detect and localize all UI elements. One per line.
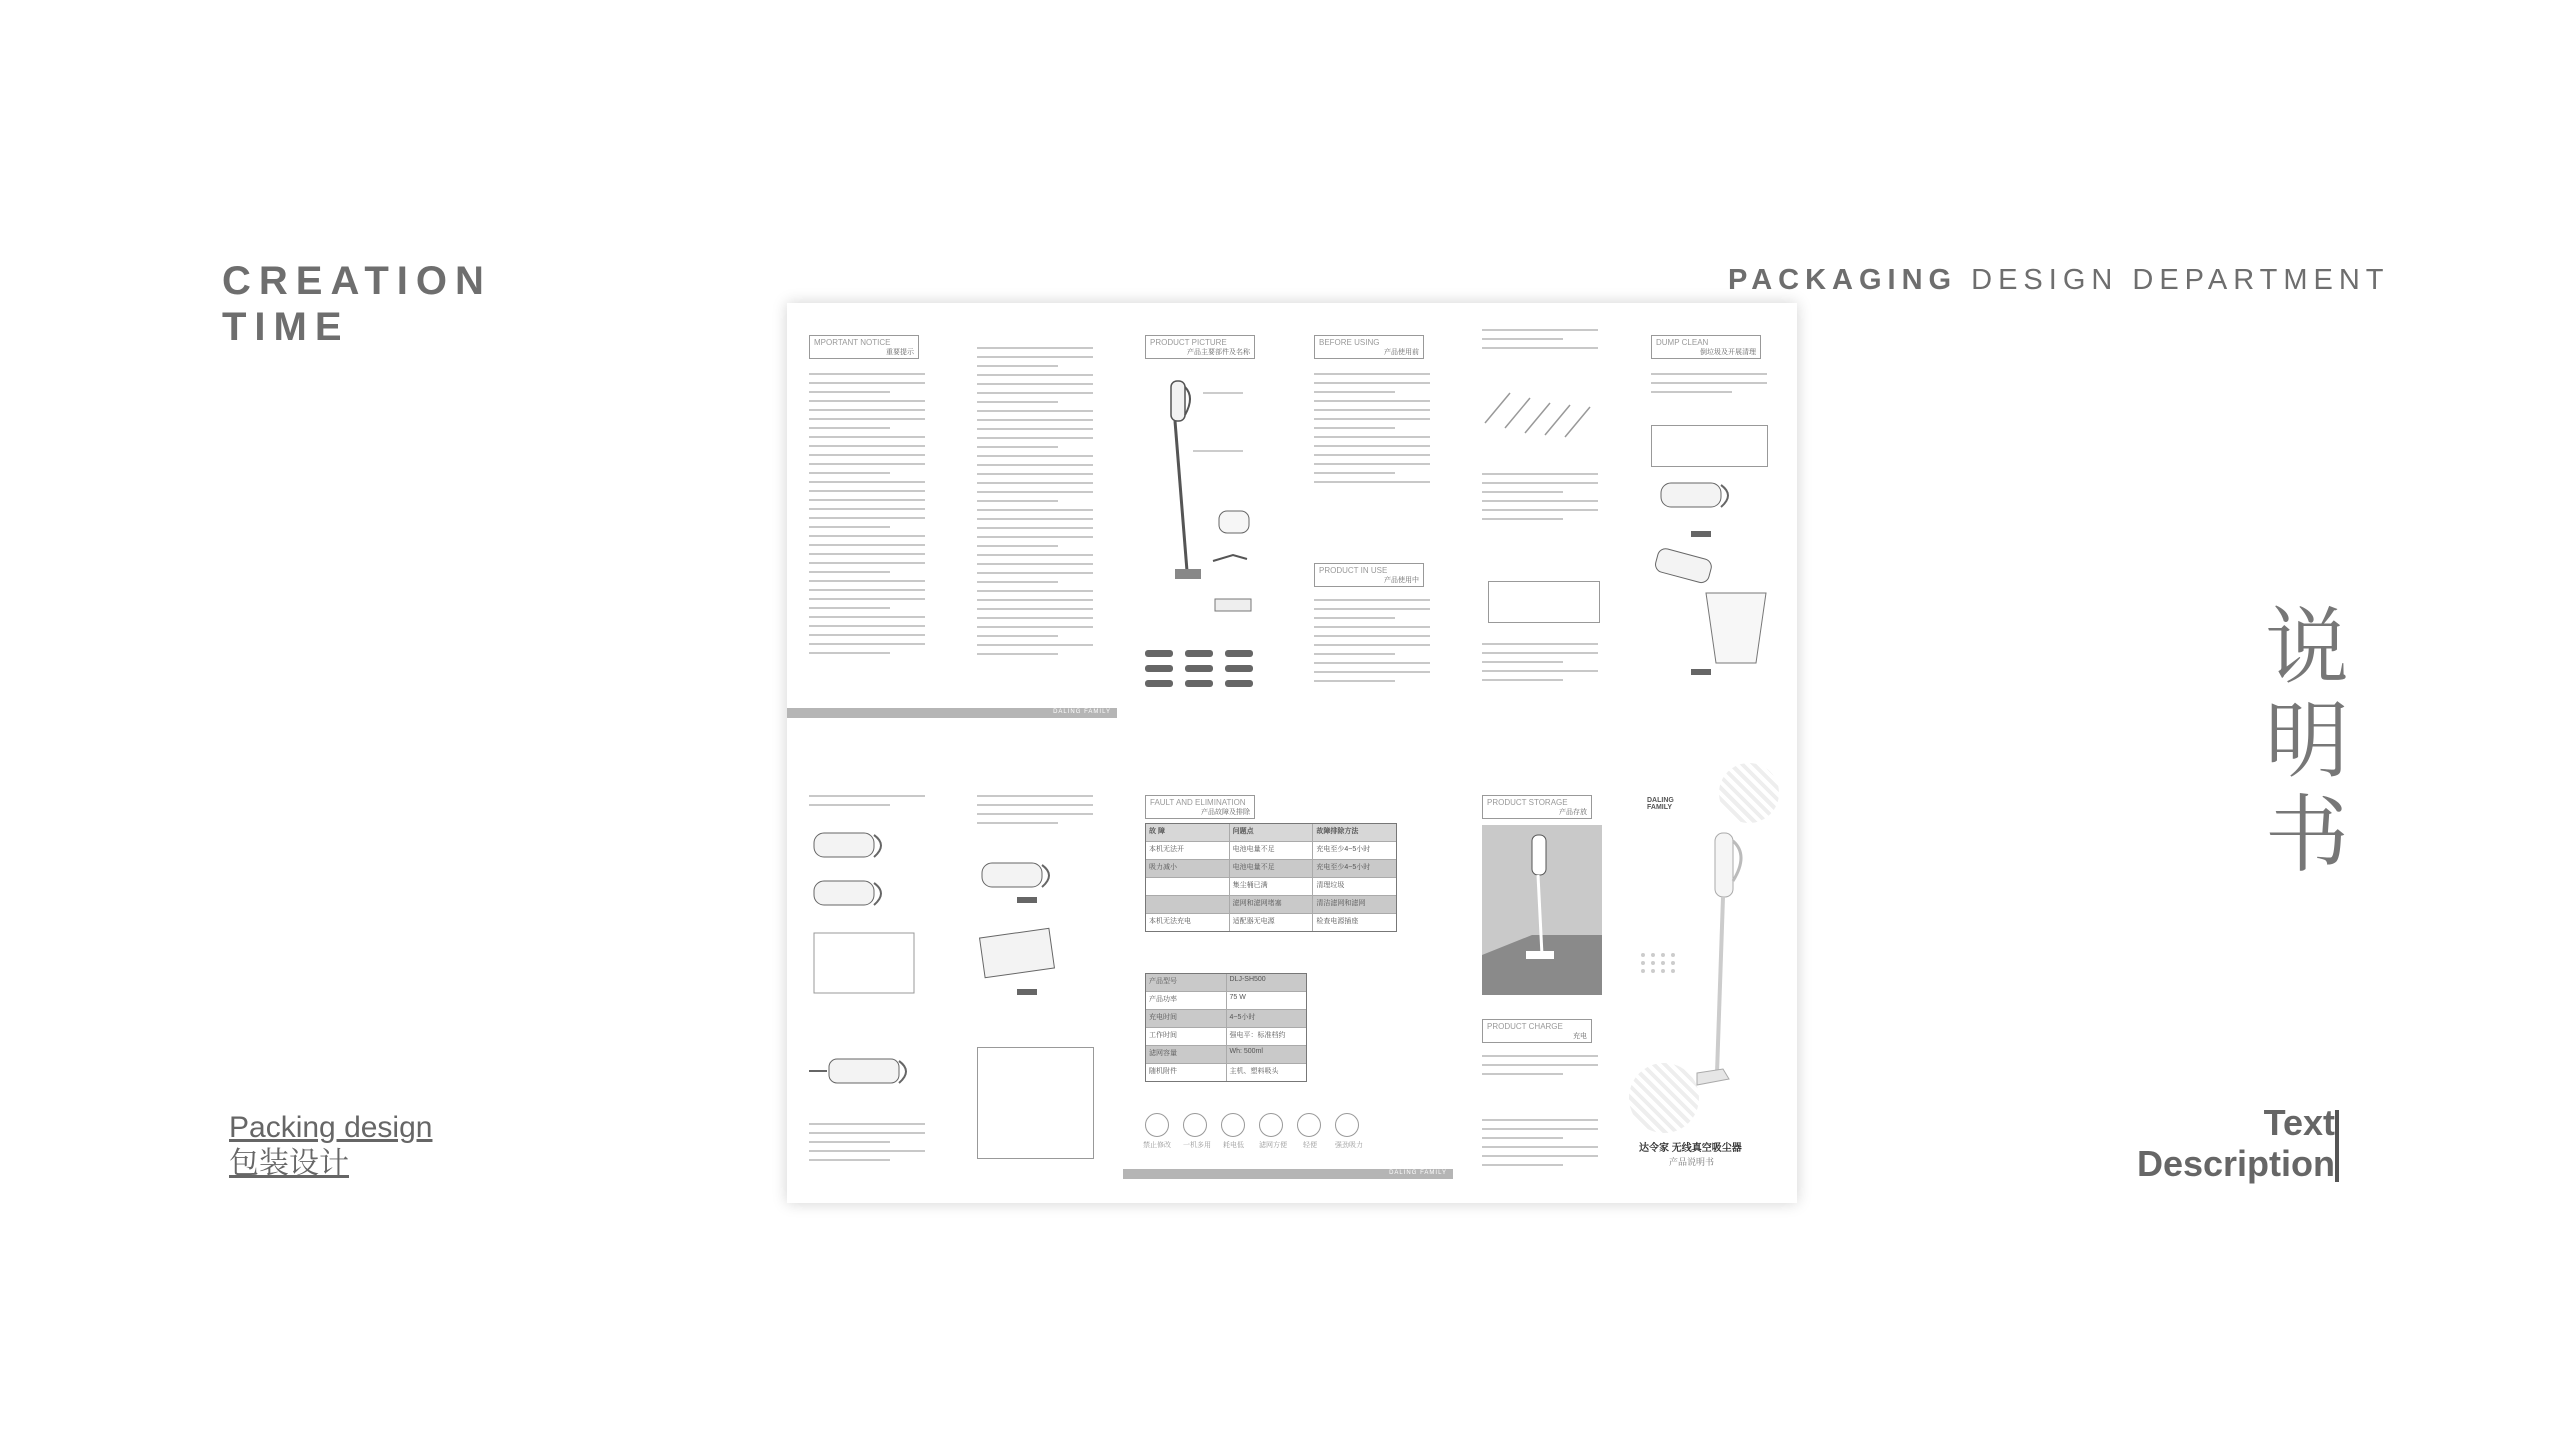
brand-title (222, 258, 492, 350)
department-title (1728, 264, 2390, 297)
feature-label: 禁止修改 (1143, 1142, 1171, 1149)
panel-fault-elimination (1123, 783, 1453, 1191)
text-block (977, 347, 1093, 662)
panel-heading: MPORTANT NOTICE 重要提示 (809, 335, 919, 359)
brand-title-line2: TIME (222, 305, 350, 349)
panel-dump-clean (1629, 303, 1779, 711)
text-block (1482, 473, 1598, 527)
text-block (1482, 1119, 1598, 1173)
dump-clean-diagram (1651, 473, 1771, 683)
feature-label: 强劲吸力 (1335, 1142, 1363, 1149)
panel-heading: PRODUCT CHARGE 充电 (1482, 1019, 1592, 1043)
text-block (1314, 373, 1430, 490)
text-block (809, 373, 925, 661)
table-row: 滤网容量 Wh: 500ml (1146, 1046, 1306, 1064)
text-block (1482, 643, 1598, 688)
panel-before-using-2 (1460, 303, 1610, 711)
table-row: 工作时间 强电平：标准档约 (1146, 1028, 1306, 1046)
table-row: 本机无法开 电池电量不足 充电至少4~5小时 (1146, 842, 1396, 860)
panel-before-using (1292, 303, 1442, 711)
panel-cover (1629, 753, 1779, 1193)
panel-storage-charge (1460, 783, 1610, 1191)
cover-logo: DALING FAMILY (1647, 797, 1674, 811)
cover-dots (1641, 953, 1677, 973)
panel-important-notice (787, 303, 937, 711)
panel-heading: PRODUCT IN USE 产品使用中 (1314, 563, 1424, 587)
attachment-diagram (1480, 383, 1600, 443)
feature-icon (1259, 1113, 1283, 1137)
cover-pattern (1719, 763, 1779, 823)
text-description-label (2137, 1102, 2335, 1184)
feature-icon (1183, 1113, 1207, 1137)
feature-label: 耗电低 (1223, 1142, 1244, 1149)
feature-label: 一机多用 (1183, 1142, 1211, 1149)
text-block (809, 795, 925, 813)
text-block (1482, 329, 1598, 356)
feature-label: 滤网方便 (1259, 1142, 1287, 1149)
part-label (1225, 650, 1253, 657)
text-description-line1: Text (2263, 1102, 2335, 1143)
feature-icon (1335, 1113, 1359, 1137)
filter-steps-diagram (977, 853, 1097, 1033)
brand-title-line1: CREATION (222, 259, 492, 303)
part-label (1185, 650, 1213, 657)
packing-design-cn: 包装设计 (229, 1147, 349, 1180)
panel-product-picture (1123, 303, 1273, 711)
part-label (1185, 665, 1213, 672)
table-row: 滤网和滤网堵塞 清洁滤网和滤网 (1146, 896, 1396, 914)
table-row: 充电时间 4~5小时 (1146, 1010, 1306, 1028)
vacuum-parts-diagram (1153, 371, 1263, 621)
text-block (977, 795, 1093, 831)
part-label (1145, 650, 1173, 657)
storage-illustration (1482, 825, 1602, 995)
part-label (1185, 680, 1213, 687)
panel-heading: PRODUCT PICTURE 产品主要部件及名称 (1145, 335, 1255, 359)
cover-product-name: 达令家 无线真空吸尘器 (1639, 1143, 1742, 1154)
part-label (1225, 665, 1253, 672)
part-label (1145, 665, 1173, 672)
feature-icon (1221, 1113, 1245, 1137)
panel-heading: FAULT AND ELIMINATION 产品故障及排除 (1145, 795, 1255, 819)
table-row: 集尘桶已满 清理垃圾 (1146, 878, 1396, 896)
text-block (1482, 1055, 1598, 1082)
text-block (1314, 599, 1430, 689)
table-row: 吸力减小 电池电量不足 充电至少4~5小时 (1146, 860, 1396, 878)
text-description-bar (2335, 1110, 2339, 1182)
panel-heading: PRODUCT STORAGE 产品存放 (1482, 795, 1592, 819)
panel-heading: DUMP CLEAN 倒垃圾及开展清理 (1651, 335, 1761, 359)
brochure-sheet (787, 303, 1797, 1203)
table-row: 本机无法充电 适配器无电源 检查电源插座 (1146, 914, 1396, 931)
panel-heading: BEFORE USING 产品使用前 (1314, 335, 1424, 359)
vertical-title (2262, 600, 2352, 882)
panel-cleaning-steps (787, 783, 937, 1191)
packing-design-label (229, 1110, 432, 1182)
text-block (809, 1123, 925, 1168)
spec-table (1145, 973, 1307, 1082)
cleaning-steps-diagram (809, 823, 929, 1023)
feature-label: 轻便 (1303, 1142, 1317, 1149)
cover-vacuum-illustration (1657, 823, 1767, 1123)
panel-footer-bar: DALING FAMILY (1123, 1169, 1453, 1179)
table-header-row: 故 障 问题点 故障排除方法 (1146, 824, 1396, 842)
vertical-title-char: 说 (2264, 598, 2349, 696)
vertical-title-char: 明 (2264, 692, 2349, 790)
part-label (1145, 680, 1173, 687)
panel-notice-continued (955, 303, 1105, 711)
fault-table (1145, 823, 1397, 932)
table-row: 产品型号 DLJ-SH500 (1146, 974, 1306, 992)
department-bold: PACKAGING (1728, 264, 1958, 296)
filter-diagram (809, 1045, 929, 1105)
packing-design-en: Packing design (229, 1111, 433, 1144)
feature-icon (1145, 1113, 1169, 1137)
text-block (1651, 373, 1767, 400)
feature-icon (1297, 1113, 1321, 1137)
department-rest: DESIGN DEPARTMENT (1957, 264, 2390, 296)
tip-box (1488, 581, 1600, 623)
part-label (1225, 680, 1253, 687)
vertical-title-char: 书 (2264, 786, 2349, 884)
panel-filter-clean (955, 783, 1105, 1191)
tip-box (1651, 425, 1768, 467)
cover-manual-label: 产品说明书 (1669, 1157, 1715, 1167)
tip-box (977, 1047, 1094, 1159)
table-row: 随机附件 主机、塑料吸头 (1146, 1064, 1306, 1081)
text-description-line2: Description (2136, 1143, 2335, 1184)
table-row: 产品功率 75 W (1146, 992, 1306, 1010)
panel-footer-bar: DALING FAMILY (787, 708, 1117, 718)
